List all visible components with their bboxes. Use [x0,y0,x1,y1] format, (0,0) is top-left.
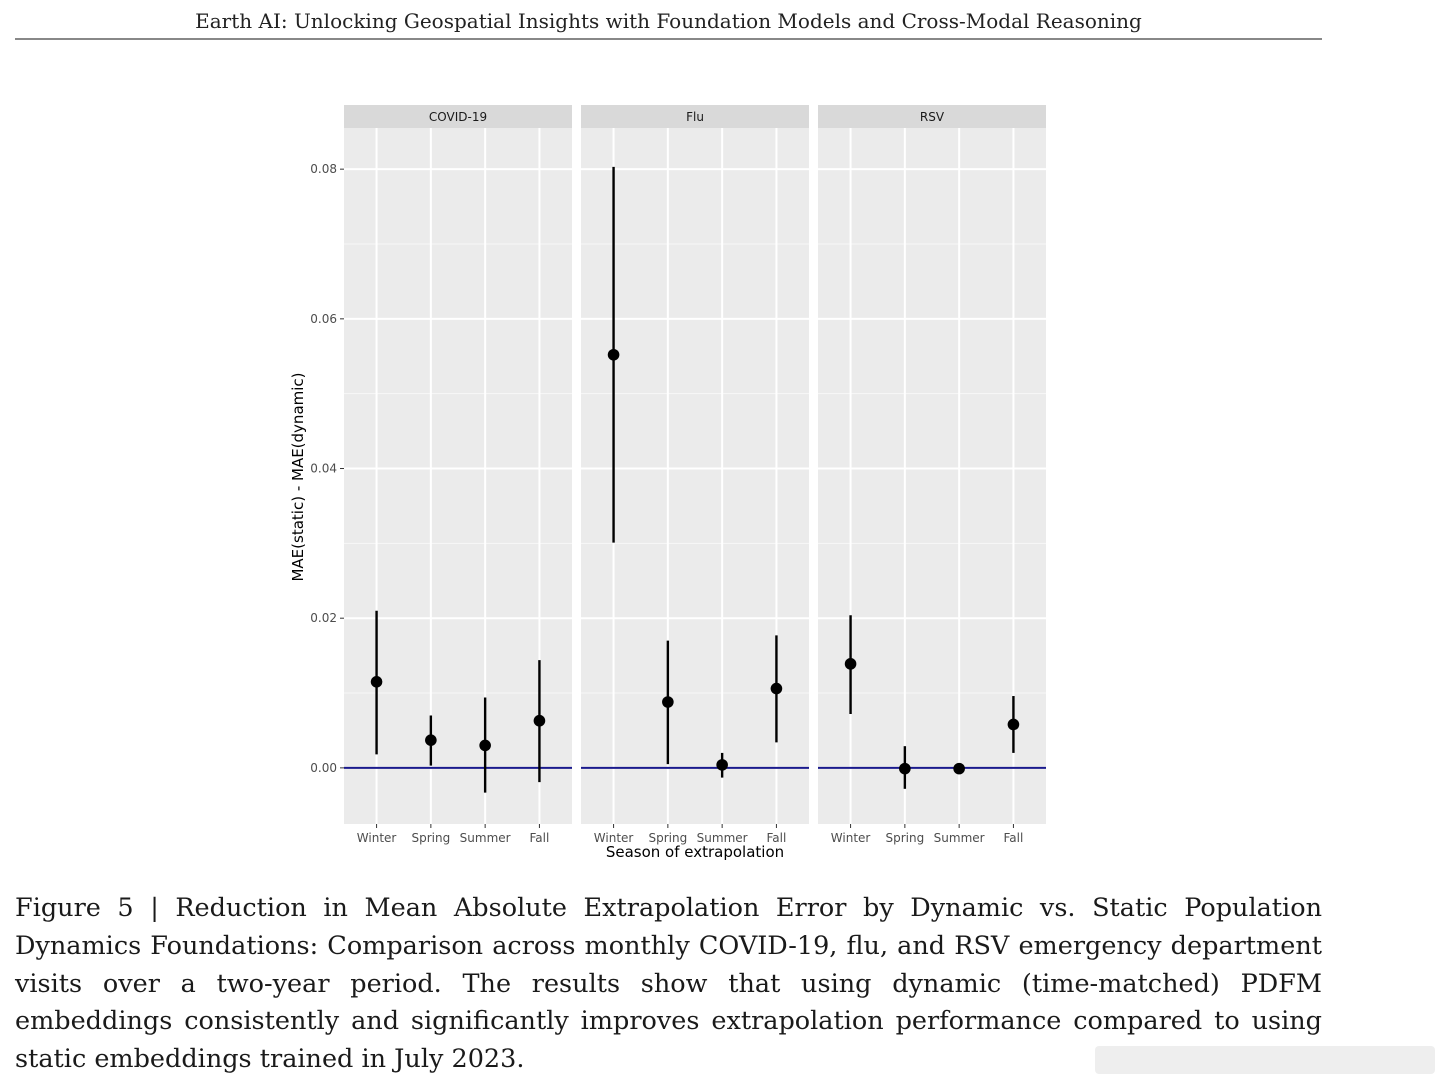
y-tick-label: 0.08 [310,162,337,177]
x-tick-label: Winter [830,831,871,845]
x-tick-label: Winter [593,831,634,845]
facet-strip-label: RSV [919,110,945,124]
running-header: Earth AI: Unlocking Geospatial Insights with Foundation Models and Cross-Modal Reasoning [195,9,1142,33]
y-tick-label: 0.02 [310,611,337,626]
figure-label: Figure 5 | [15,893,176,923]
x-tick-label: Spring [411,831,451,845]
data-point [479,740,491,752]
x-tick-label: Summer [933,831,985,845]
y-axis [310,162,344,775]
y-tick-label: 0.00 [310,760,337,775]
x-tick-label: Summer [696,831,748,845]
y-tick-label: 0.06 [310,311,337,326]
data-point [953,763,965,775]
facet-panel-covid-19 [344,105,572,845]
y-tick-label: 0.04 [310,461,337,476]
x-tick-label: Spring [648,831,688,845]
x-tick-label: Spring [885,831,925,845]
data-point [371,676,383,688]
panels-layer [344,105,1046,845]
watermark-logo [1095,1042,1435,1078]
data-point [899,763,911,775]
x-tick-label: Winter [356,831,397,845]
x-tick-label: Fall [1003,831,1024,845]
x-tick-label: Fall [529,831,550,845]
x-tick-label: Fall [766,831,787,845]
data-point [845,658,857,670]
facet-panel-flu [581,105,809,845]
facet-strip-label: COVID-19 [428,110,488,124]
y-axis-title: MAE(static) - MAE(dynamic) [289,372,307,582]
data-point [716,759,728,771]
data-point [608,349,620,361]
data-point [534,715,546,727]
facet-strip-label: Flu [686,110,704,124]
data-point [1008,719,1020,731]
data-point [662,696,674,708]
panel-background [581,128,809,824]
facet-panel-rsv [818,105,1046,845]
x-axis-title: Season of extrapolation [605,843,785,861]
caption-text: Reduction in Mean Absolute Extrapolation Error by Dynamic vs. Static Population Dynamics Foundations: Comparison across monthly COVID-19, flu, and RSV emergency department visits over a two-year period. The results show that using dynamic (time-matched) PDFM embeddings consistently and significantly improves extrapolation performance compared to using static embeddings trained in July 2023. [15,893,1322,1075]
x-tick-label: Summer [459,831,511,845]
data-point [771,683,783,695]
data-point [425,734,437,746]
